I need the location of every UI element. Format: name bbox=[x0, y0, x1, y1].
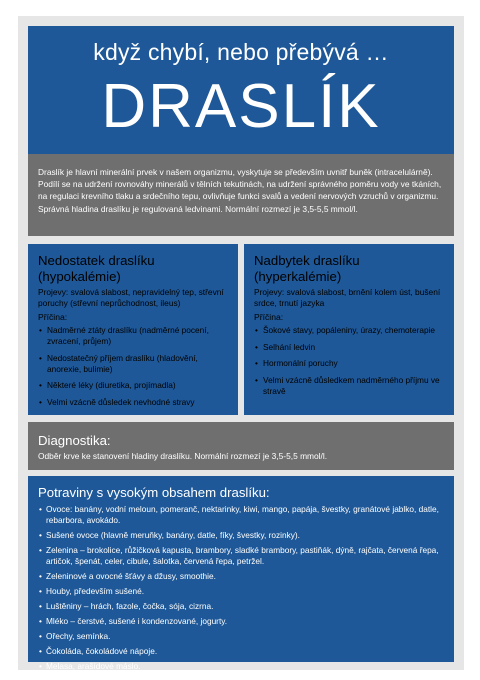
foods-list bbox=[38, 504, 444, 672]
excess-cause-list bbox=[254, 325, 445, 397]
excess-title: Nadbytek draslíku (hyperkalémie) bbox=[254, 253, 360, 284]
excess-symptoms: Projevy: svalová slabost, brnění kolem úst, bušení srdce, trnutí jazyka bbox=[254, 287, 441, 308]
foods-section bbox=[28, 476, 454, 671]
diagnostics-text: Odběr krve ke stanovení hladiny draslíku. Normální rozmezí je 3,5-5,5 mmol/l. bbox=[38, 451, 328, 461]
intro-section bbox=[28, 154, 454, 236]
header-banner bbox=[28, 26, 454, 154]
list-item: • Sušené ovoce (hlavně meruňky, banány, datle, fíky, švestky, rozinky). bbox=[38, 530, 444, 541]
deficiency-section bbox=[28, 244, 238, 415]
excess-section bbox=[244, 244, 454, 415]
list-item: • Čokoláda, čokoládové nápoje. bbox=[38, 646, 444, 657]
deficiency-title: Nedostatek draslíku (hypokalémie) bbox=[38, 253, 155, 284]
foods-title: Potraviny s vysokým obsahem draslíku: bbox=[38, 485, 270, 500]
page-title: DRASLÍK bbox=[101, 72, 381, 141]
list-item: • Velmi vzácně důsledkem nadměrného příjmu ve stravě bbox=[254, 375, 445, 397]
diagnostics-title: Diagnostika: bbox=[38, 433, 111, 448]
list-item: • Nadměrné ztáty draslíku (nadměrné pocení, zvracení, průjem) bbox=[38, 325, 229, 347]
list-item: • Melasa, arašídové máslo. bbox=[38, 661, 444, 672]
list-item: • Selhání ledvin bbox=[254, 342, 445, 353]
list-item: • Zelenina – brokolice, růžičková kapusta, brambory, sladké brambory, pastiňák, dýně, rajčata, červená řepa, artičok, špenát, celer, cibule, šalotka, červená řepa, petržel. bbox=[38, 545, 444, 567]
list-item: • Šokové stavy, popáleniny, úrazy, chemoterapie bbox=[254, 325, 445, 336]
excess-cause-label: Příčina: bbox=[254, 312, 284, 322]
list-item: • Velmi vzácně důsledek nevhodné stravy bbox=[38, 397, 229, 408]
list-item: • Některé léky (diuretika, projímadla) bbox=[38, 380, 229, 391]
diagnostics-section bbox=[28, 422, 454, 470]
header-subtitle: když chybí, nebo přebývá … bbox=[93, 39, 389, 65]
list-item: • Nedostatečný příjem draslíku (hladovění, anorexie, bulimie) bbox=[38, 353, 229, 375]
list-item: • Ořechy, semínka. bbox=[38, 631, 444, 642]
list-item: • Ovoce: banány, vodní meloun, pomeranč, nektarinky, kiwi, mango, papája, švestky, granátové jablko, datle, rebarbora, avokádo. bbox=[38, 504, 444, 526]
poster bbox=[18, 16, 464, 670]
list-item: • Hormonální poruchy bbox=[254, 358, 445, 369]
list-item: • Mléko – čerstvé, sušené i kondenzované, jogurty. bbox=[38, 616, 444, 627]
list-item: • Houby, především sušené. bbox=[38, 586, 444, 597]
deficiency-cause-list bbox=[38, 325, 229, 408]
list-item: • Luštěniny – hrách, fazole, čočka, sója, cizrna. bbox=[38, 601, 444, 612]
deficiency-symptoms: Projevy: svalová slabost, nepravidelný tep, střevní poruchy (střevní neprůchodnost, ileus) bbox=[38, 287, 224, 308]
intro-text: Draslík je hlavní minerální prvek v našem organizmu, vyskytuje se především uvnitř buněk (intracelulárně). Podílí se na udržení rovnováhy minerálů v tělních tekutinách, na udržení správného poměru vody ve tkáních, na regulaci krevního tlaku a srdečního tepu, ovlivňuje funkci svalů a vedení nervových vzruchů v organizmu. Správná hladina draslíku je regulovaná ledvinami. Normální rozmezí je 3,5-5,5 mmol/l. bbox=[38, 167, 442, 214]
list-item: • Zeleninové a ovocné šťávy a džusy, smoothie. bbox=[38, 571, 444, 582]
deficiency-cause-label: Příčina: bbox=[38, 312, 68, 322]
